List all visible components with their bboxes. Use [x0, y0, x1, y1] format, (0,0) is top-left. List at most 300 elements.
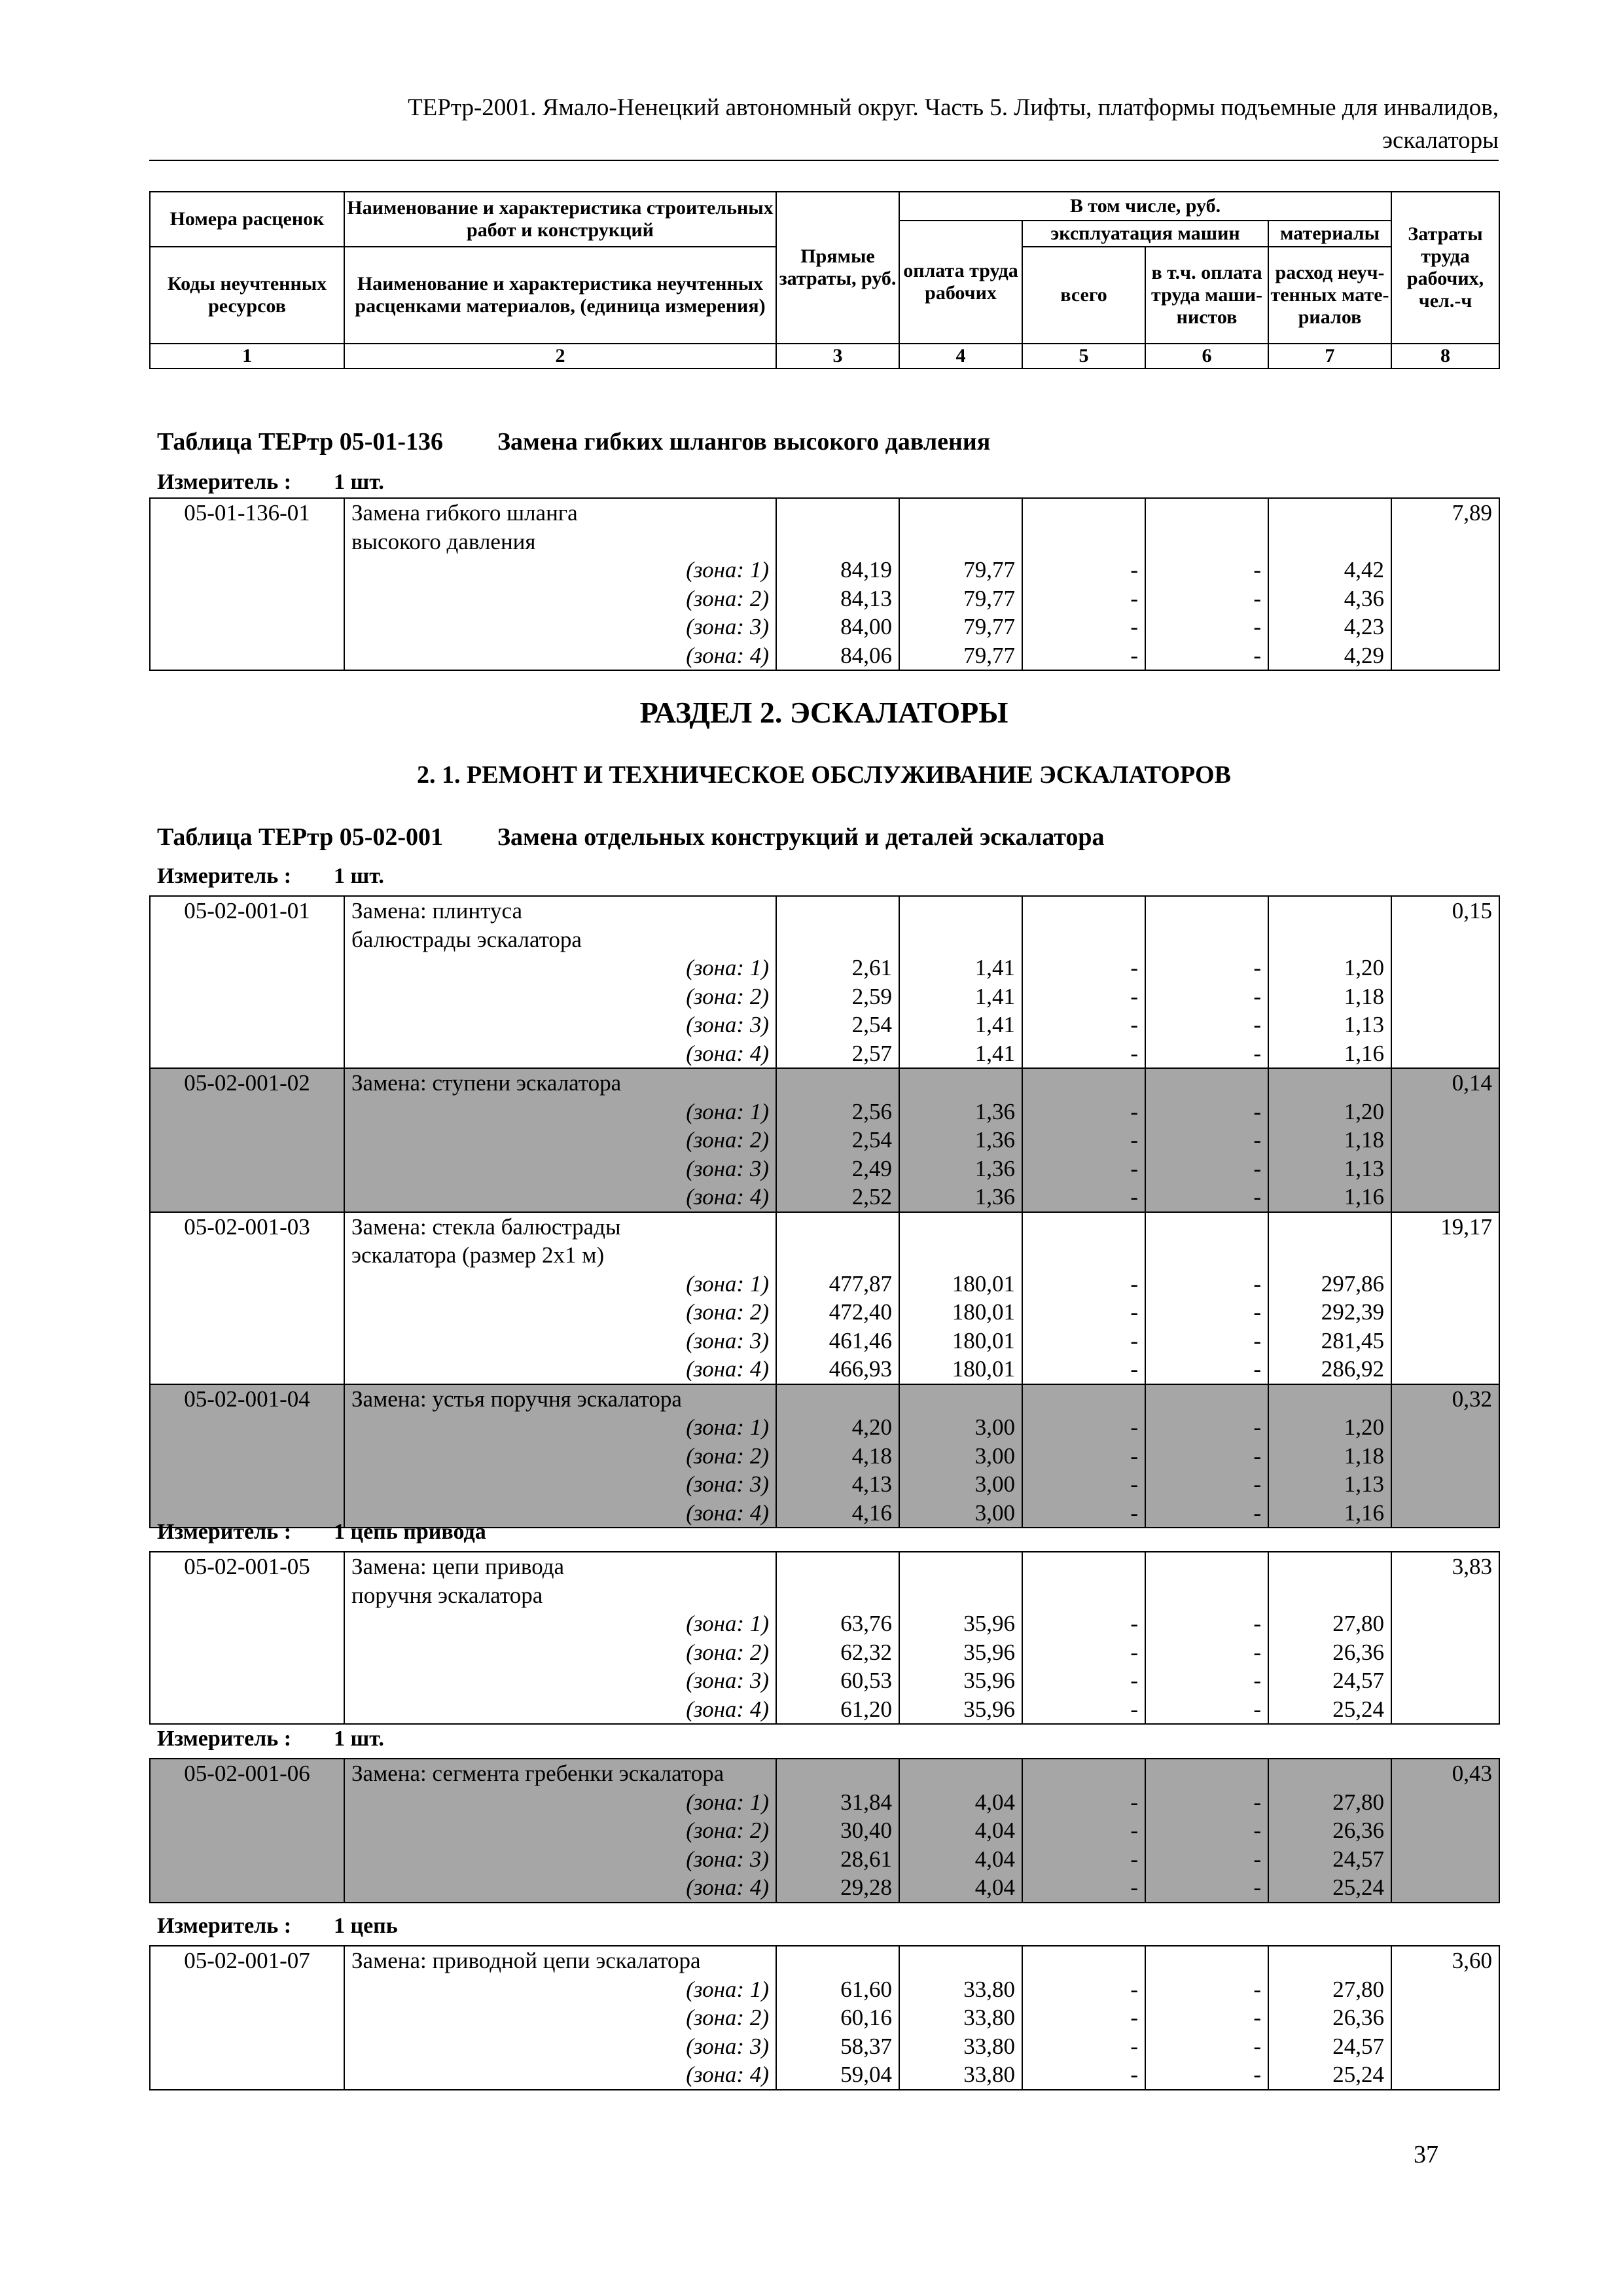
materials-cost: 24,57: [1268, 1666, 1391, 1695]
machine-cost: -: [1022, 1327, 1145, 1355]
empty-cell: [1145, 896, 1268, 939]
materials-cost: 1,20: [1268, 939, 1391, 982]
machinist-pay: -: [1145, 1011, 1268, 1039]
materials-cost: 1,18: [1268, 1126, 1391, 1155]
labor-cost: 0,15: [1391, 896, 1499, 1068]
zone-label: (зона: 1): [344, 1413, 776, 1442]
machinist-pay: -: [1145, 1126, 1268, 1155]
table-row: [150, 613, 1499, 641]
zone-label: (зона: 3): [344, 1845, 776, 1874]
machine-cost: -: [1022, 939, 1145, 982]
machinist-pay: -: [1145, 613, 1268, 641]
header-line-1: ТЕРтр-2001. Ямало-Ненецкий автономный округ. Часть 5. Лифты, платформы подъемные для инвалидов,: [408, 94, 1499, 121]
hdr-num-1: 1: [150, 344, 344, 368]
machine-cost: -: [1022, 1413, 1145, 1442]
direct-cost: 4,20: [776, 1413, 899, 1442]
direct-cost: 4,13: [776, 1470, 899, 1499]
machinist-pay: -: [1145, 939, 1268, 982]
machinist-pay: -: [1145, 1470, 1268, 1499]
materials-cost: 1,20: [1268, 1098, 1391, 1126]
machinist-pay: -: [1145, 1413, 1268, 1442]
materials-cost: 297,86: [1268, 1255, 1391, 1298]
work-name: [344, 896, 776, 982]
hdr-num-4: 4: [899, 344, 1022, 368]
table-row: [150, 1068, 1499, 1098]
empty-cell: [776, 498, 899, 541]
rate-code: 05-02-001-01: [150, 896, 344, 1068]
materials-cost: 27,80: [1268, 1975, 1391, 2004]
measure-label: Измеритель :: [157, 1520, 292, 1544]
page-number: 37: [1414, 2141, 1438, 2168]
worker-pay: 79,77: [899, 541, 1022, 584]
table2-code: Таблица ТЕРтр 05-02-001: [157, 823, 444, 851]
empty-cell: [899, 1068, 1022, 1098]
direct-cost: 30,40: [776, 1816, 899, 1845]
table-row: [150, 1413, 1499, 1442]
worker-pay: 35,96: [899, 1638, 1022, 1667]
empty-cell: [1145, 1212, 1268, 1255]
direct-cost: 28,61: [776, 1845, 899, 1874]
empty-cell: [899, 498, 1022, 541]
empty-cell: [776, 1759, 899, 1788]
table-row: [150, 1126, 1499, 1155]
empty-cell: [1022, 1552, 1145, 1595]
direct-cost: 63,76: [776, 1595, 899, 1638]
machine-cost: -: [1022, 1155, 1145, 1183]
labor-cost: 3,60: [1391, 1946, 1499, 2090]
worker-pay: 1,41: [899, 1011, 1022, 1039]
empty-cell: [1022, 1068, 1145, 1098]
zone-label: (зона: 2): [344, 1126, 776, 1155]
machine-cost: -: [1022, 1845, 1145, 1874]
table-row: [150, 2032, 1499, 2061]
zone-label: (зона: 3): [344, 2032, 776, 2061]
empty-cell: [899, 1384, 1022, 1414]
machinist-pay: -: [1145, 2060, 1268, 2090]
empty-cell: [1268, 1552, 1391, 1595]
zone-label: (зона: 3): [344, 613, 776, 641]
worker-pay: 33,80: [899, 1975, 1022, 2004]
hdr-col2-bottom: Наименование и характеристика неучтенных расценками материалов, (единица измерения): [344, 247, 776, 344]
work-name-text: Замена: плинтуса балюстрады эскалатора: [351, 898, 582, 952]
table-row: [150, 1298, 1499, 1327]
hdr-machinist-pay: в т.ч. оплата труда маши-нистов: [1145, 247, 1268, 344]
machine-cost: -: [1022, 641, 1145, 671]
worker-pay: 35,96: [899, 1695, 1022, 1725]
direct-cost: 61,60: [776, 1975, 899, 2004]
empty-cell: [1268, 1759, 1391, 1788]
table-row: [150, 584, 1499, 613]
zone-label: (зона: 1): [686, 1270, 769, 1297]
empty-cell: [1022, 1759, 1145, 1788]
zone-label: (зона: 2): [344, 584, 776, 613]
worker-pay: 79,77: [899, 584, 1022, 613]
empty-cell: [776, 1212, 899, 1255]
table1-measure: [157, 469, 384, 496]
work-name-text: Замена: цепи привода поручня эскалатора: [351, 1554, 565, 1608]
labor-cost: 7,89: [1391, 498, 1499, 670]
zone-label: (зона: 3): [344, 1470, 776, 1499]
machinist-pay: -: [1145, 1845, 1268, 1874]
worker-pay: 4,04: [899, 1816, 1022, 1845]
column-header-table: [149, 191, 1500, 369]
work-name: [344, 498, 776, 584]
hdr-materials: материалы: [1268, 221, 1391, 247]
labor-cost: 0,32: [1391, 1384, 1499, 1528]
direct-cost: 84,00: [776, 613, 899, 641]
table-row: [150, 641, 1499, 671]
table-row: [150, 498, 1499, 541]
hdr-unaccounted-materials: расход неуч-тенных мате-риалов: [1268, 247, 1391, 344]
hdr-machines-total: всего: [1022, 247, 1145, 344]
table-row: [150, 1975, 1499, 2004]
empty-cell: [899, 1212, 1022, 1255]
machine-cost: -: [1022, 613, 1145, 641]
empty-cell: [776, 896, 899, 939]
direct-cost: 2,56: [776, 1098, 899, 1126]
worker-pay: 1,41: [899, 1039, 1022, 1069]
machine-cost: -: [1022, 1298, 1145, 1327]
empty-cell: [1268, 498, 1391, 541]
machine-cost: -: [1022, 1816, 1145, 1845]
table2-body-a: [149, 895, 1500, 1528]
empty-cell: [899, 1946, 1022, 1975]
machinist-pay: -: [1145, 1298, 1268, 1327]
empty-cell: [1022, 498, 1145, 541]
materials-cost: 4,36: [1268, 584, 1391, 613]
measure-value: 1 цепь привода: [334, 1520, 486, 1544]
table-row: [150, 1011, 1499, 1039]
machinist-pay: -: [1145, 1695, 1268, 1725]
empty-cell: [1022, 1384, 1145, 1414]
table-row: [150, 1666, 1499, 1695]
machine-cost: -: [1022, 1788, 1145, 1817]
table2-measure-4: [157, 1912, 398, 1940]
rate-code: 05-02-001-02: [150, 1068, 344, 1212]
worker-pay: 33,80: [899, 2060, 1022, 2090]
empty-cell: [899, 896, 1022, 939]
worker-pay: 4,04: [899, 1788, 1022, 1817]
running-header: [149, 92, 1499, 161]
worker-pay: 1,36: [899, 1155, 1022, 1183]
machine-cost: -: [1022, 1442, 1145, 1471]
table2-body-c: [149, 1758, 1500, 1903]
machine-cost: -: [1022, 1011, 1145, 1039]
table-row: [150, 1183, 1499, 1212]
measure-value: 1 цепь: [334, 1914, 398, 1938]
direct-cost: 29,28: [776, 1873, 899, 1903]
materials-cost: 26,36: [1268, 1816, 1391, 1845]
worker-pay: 1,41: [899, 982, 1022, 1011]
machinist-pay: -: [1145, 1873, 1268, 1903]
empty-cell: [1268, 1946, 1391, 1975]
empty-cell: [1145, 1946, 1268, 1975]
empty-cell: [1145, 1068, 1268, 1098]
machinist-pay: -: [1145, 1442, 1268, 1471]
materials-cost: 25,24: [1268, 1695, 1391, 1725]
table1-code: Таблица ТЕРтр 05-01-136: [157, 428, 444, 456]
measure-value: 1 шт.: [334, 864, 384, 888]
materials-cost: 1,16: [1268, 1499, 1391, 1528]
materials-cost: 1,13: [1268, 1155, 1391, 1183]
materials-cost: 1,13: [1268, 1470, 1391, 1499]
worker-pay: 1,36: [899, 1183, 1022, 1212]
direct-cost: 4,16: [776, 1499, 899, 1528]
direct-cost: 62,32: [776, 1638, 899, 1667]
materials-cost: 26,36: [1268, 1638, 1391, 1667]
rate-code: 05-02-001-03: [150, 1212, 344, 1384]
machinist-pay: -: [1145, 1355, 1268, 1384]
zone-label: (зона: 4): [344, 1039, 776, 1069]
hdr-including: В том числе, руб.: [899, 192, 1391, 221]
direct-cost: 472,40: [776, 1298, 899, 1327]
zone-label: (зона: 4): [344, 1499, 776, 1528]
zone-label: (зона: 3): [344, 1666, 776, 1695]
direct-cost: 60,53: [776, 1666, 899, 1695]
machine-cost: -: [1022, 1595, 1145, 1638]
machinist-pay: -: [1145, 1255, 1268, 1298]
materials-cost: 25,24: [1268, 2060, 1391, 2090]
zone-label: (зона: 2): [344, 1816, 776, 1845]
machinist-pay: -: [1145, 982, 1268, 1011]
empty-cell: [899, 1552, 1022, 1595]
direct-cost: 477,87: [776, 1255, 899, 1298]
machine-cost: -: [1022, 1499, 1145, 1528]
zone-label: (зона: 1): [344, 1098, 776, 1126]
machine-cost: -: [1022, 1355, 1145, 1384]
table2-measure-1: [157, 863, 384, 890]
hdr-num-5: 5: [1022, 344, 1145, 368]
section-title: РАЗДЕЛ 2. ЭСКАЛАТОРЫ: [639, 696, 1008, 729]
table1-title: [157, 427, 990, 457]
empty-cell: [776, 1068, 899, 1098]
direct-cost: 2,52: [776, 1183, 899, 1212]
hdr-num-3: 3: [776, 344, 899, 368]
zone-label: (зона: 4): [344, 641, 776, 671]
direct-cost: 61,20: [776, 1695, 899, 1725]
work-name: Замена: устья поручня эскалатора: [344, 1384, 776, 1414]
header-line-2: эскалаторы: [1382, 127, 1499, 154]
machinist-pay: -: [1145, 1638, 1268, 1667]
measure-label: Измеритель :: [157, 1914, 292, 1938]
materials-cost: 4,23: [1268, 613, 1391, 641]
zone-label: (зона: 4): [344, 2060, 776, 2090]
hdr-labor-costs: Затраты труда рабочих, чел.-ч: [1391, 192, 1499, 344]
machinist-pay: -: [1145, 1098, 1268, 1126]
table-row: [150, 1212, 1499, 1255]
empty-cell: [776, 1552, 899, 1595]
empty-cell: [1145, 1384, 1268, 1414]
worker-pay: 4,04: [899, 1873, 1022, 1903]
direct-cost: 4,18: [776, 1442, 899, 1471]
empty-cell: [1268, 1384, 1391, 1414]
materials-cost: 292,39: [1268, 1298, 1391, 1327]
work-name: Замена: ступени эскалатора: [344, 1068, 776, 1098]
machinist-pay: -: [1145, 641, 1268, 671]
table-row: [150, 1552, 1499, 1595]
direct-cost: 2,49: [776, 1155, 899, 1183]
direct-cost: 84,06: [776, 641, 899, 671]
measure-label: Измеритель :: [157, 1727, 292, 1751]
table-row: [150, 1442, 1499, 1471]
table-row: [150, 1946, 1499, 1975]
machine-cost: -: [1022, 1039, 1145, 1069]
table2-body-b: [149, 1551, 1500, 1725]
hdr-machines: эксплуатация машин: [1022, 221, 1268, 247]
zone-label: (зона: 1): [686, 1611, 769, 1636]
table-row: [150, 1470, 1499, 1499]
direct-cost: 2,61: [776, 939, 899, 982]
empty-cell: [1145, 1759, 1268, 1788]
zone-label: (зона: 1): [344, 1975, 776, 2004]
table-row: [150, 1098, 1499, 1126]
zone-label: (зона: 2): [344, 982, 776, 1011]
work-name: Замена: сегмента гребенки эскалатора: [344, 1759, 776, 1788]
empty-cell: [1022, 1946, 1145, 1975]
machinist-pay: -: [1145, 1499, 1268, 1528]
machine-cost: -: [1022, 1873, 1145, 1903]
measure-label: Измеритель :: [157, 470, 292, 494]
zone-label: (зона: 2): [344, 1298, 776, 1327]
zone-label: (зона: 1): [686, 955, 769, 980]
machine-cost: -: [1022, 1695, 1145, 1725]
table-row: [150, 1384, 1499, 1414]
labor-cost: 0,14: [1391, 1068, 1499, 1212]
table2-title: [157, 822, 1105, 852]
table-row: [150, 2003, 1499, 2032]
machinist-pay: -: [1145, 1039, 1268, 1069]
materials-cost: 286,92: [1268, 1355, 1391, 1384]
worker-pay: 79,77: [899, 641, 1022, 671]
machine-cost: -: [1022, 982, 1145, 1011]
machine-cost: -: [1022, 1666, 1145, 1695]
worker-pay: 1,36: [899, 1126, 1022, 1155]
machine-cost: -: [1022, 2003, 1145, 2032]
empty-cell: [776, 1384, 899, 1414]
direct-cost: 2,54: [776, 1126, 899, 1155]
worker-pay: 3,00: [899, 1442, 1022, 1471]
measure-value: 1 шт.: [334, 1727, 384, 1751]
worker-pay: 4,04: [899, 1845, 1022, 1874]
table-row: [150, 982, 1499, 1011]
table-row: [150, 1788, 1499, 1817]
machinist-pay: -: [1145, 584, 1268, 613]
worker-pay: 79,77: [899, 613, 1022, 641]
hdr-col2-top: Наименование и характеристика строительных работ и конструкций: [344, 192, 776, 247]
direct-cost: 84,19: [776, 541, 899, 584]
zone-label: (зона: 2): [344, 1638, 776, 1667]
materials-cost: 25,24: [1268, 1873, 1391, 1903]
machine-cost: -: [1022, 584, 1145, 613]
table2-body-d: [149, 1945, 1500, 2090]
rate-code: 05-02-001-06: [150, 1759, 344, 1903]
zone-label: (зона: 4): [344, 1873, 776, 1903]
machinist-pay: -: [1145, 1816, 1268, 1845]
worker-pay: 180,01: [899, 1355, 1022, 1384]
table2-measure-2: [157, 1518, 486, 1546]
machine-cost: -: [1022, 1470, 1145, 1499]
table2-name: Замена отдельных конструкций и деталей эскалатора: [497, 823, 1105, 851]
materials-cost: 1,20: [1268, 1413, 1391, 1442]
direct-cost: 466,93: [776, 1355, 899, 1384]
work-name: [344, 1552, 776, 1638]
direct-cost: 60,16: [776, 2003, 899, 2032]
machinist-pay: -: [1145, 1155, 1268, 1183]
zone-label: (зона: 2): [344, 2003, 776, 2032]
machine-cost: -: [1022, 1975, 1145, 2004]
zone-label: (зона: 1): [344, 1788, 776, 1817]
table-row: [150, 1759, 1499, 1788]
work-name: Замена: приводной цепи эскалатора: [344, 1946, 776, 1975]
table-row: [150, 1155, 1499, 1183]
zone-label: (зона: 2): [344, 1442, 776, 1471]
machine-cost: -: [1022, 541, 1145, 584]
empty-cell: [776, 1946, 899, 1975]
table1-name: Замена гибких шлангов высокого давления: [497, 428, 991, 456]
materials-cost: 24,57: [1268, 1845, 1391, 1874]
machinist-pay: -: [1145, 1788, 1268, 1817]
zone-label: (зона: 3): [344, 1011, 776, 1039]
worker-pay: 3,00: [899, 1470, 1022, 1499]
machine-cost: -: [1022, 2060, 1145, 2090]
hdr-col1-top: Номера расценок: [150, 192, 344, 247]
labor-cost: 0,43: [1391, 1759, 1499, 1903]
direct-cost: 2,59: [776, 982, 899, 1011]
materials-cost: 1,16: [1268, 1039, 1391, 1069]
table-row: [150, 1327, 1499, 1355]
empty-cell: [1268, 896, 1391, 939]
table-row: [150, 1638, 1499, 1667]
table-row: [150, 1873, 1499, 1903]
machinist-pay: -: [1145, 2003, 1268, 2032]
empty-cell: [1022, 896, 1145, 939]
machine-cost: -: [1022, 1638, 1145, 1667]
worker-pay: 3,00: [899, 1413, 1022, 1442]
materials-cost: 1,18: [1268, 982, 1391, 1011]
zone-label: (зона: 4): [344, 1695, 776, 1725]
measure-value: 1 шт.: [334, 470, 384, 494]
hdr-num-7: 7: [1268, 344, 1391, 368]
machine-cost: -: [1022, 1126, 1145, 1155]
machine-cost: -: [1022, 1183, 1145, 1212]
materials-cost: 1,13: [1268, 1011, 1391, 1039]
measure-label: Измеритель :: [157, 864, 292, 888]
zone-label: (зона: 3): [344, 1155, 776, 1183]
machinist-pay: -: [1145, 2032, 1268, 2061]
zone-label: (зона: 4): [344, 1183, 776, 1212]
materials-cost: 281,45: [1268, 1327, 1391, 1355]
materials-cost: 24,57: [1268, 2032, 1391, 2061]
machine-cost: -: [1022, 2032, 1145, 2061]
table-row: [150, 896, 1499, 939]
rate-code: 05-02-001-05: [150, 1552, 344, 1724]
machine-cost: -: [1022, 1098, 1145, 1126]
hdr-num-8: 8: [1391, 344, 1499, 368]
hdr-num-6: 6: [1145, 344, 1268, 368]
worker-pay: 35,96: [899, 1666, 1022, 1695]
empty-cell: [1268, 1212, 1391, 1255]
worker-pay: 33,80: [899, 2032, 1022, 2061]
direct-cost: 84,13: [776, 584, 899, 613]
rate-code: 05-01-136-01: [150, 498, 344, 670]
hdr-col1-bottom: Коды неучтенных ресурсов: [150, 247, 344, 344]
direct-cost: 2,54: [776, 1011, 899, 1039]
table2-measure-3: [157, 1725, 384, 1753]
materials-cost: 4,42: [1268, 541, 1391, 584]
direct-cost: 461,46: [776, 1327, 899, 1355]
machinist-pay: -: [1145, 1327, 1268, 1355]
direct-cost: 2,57: [776, 1039, 899, 1069]
